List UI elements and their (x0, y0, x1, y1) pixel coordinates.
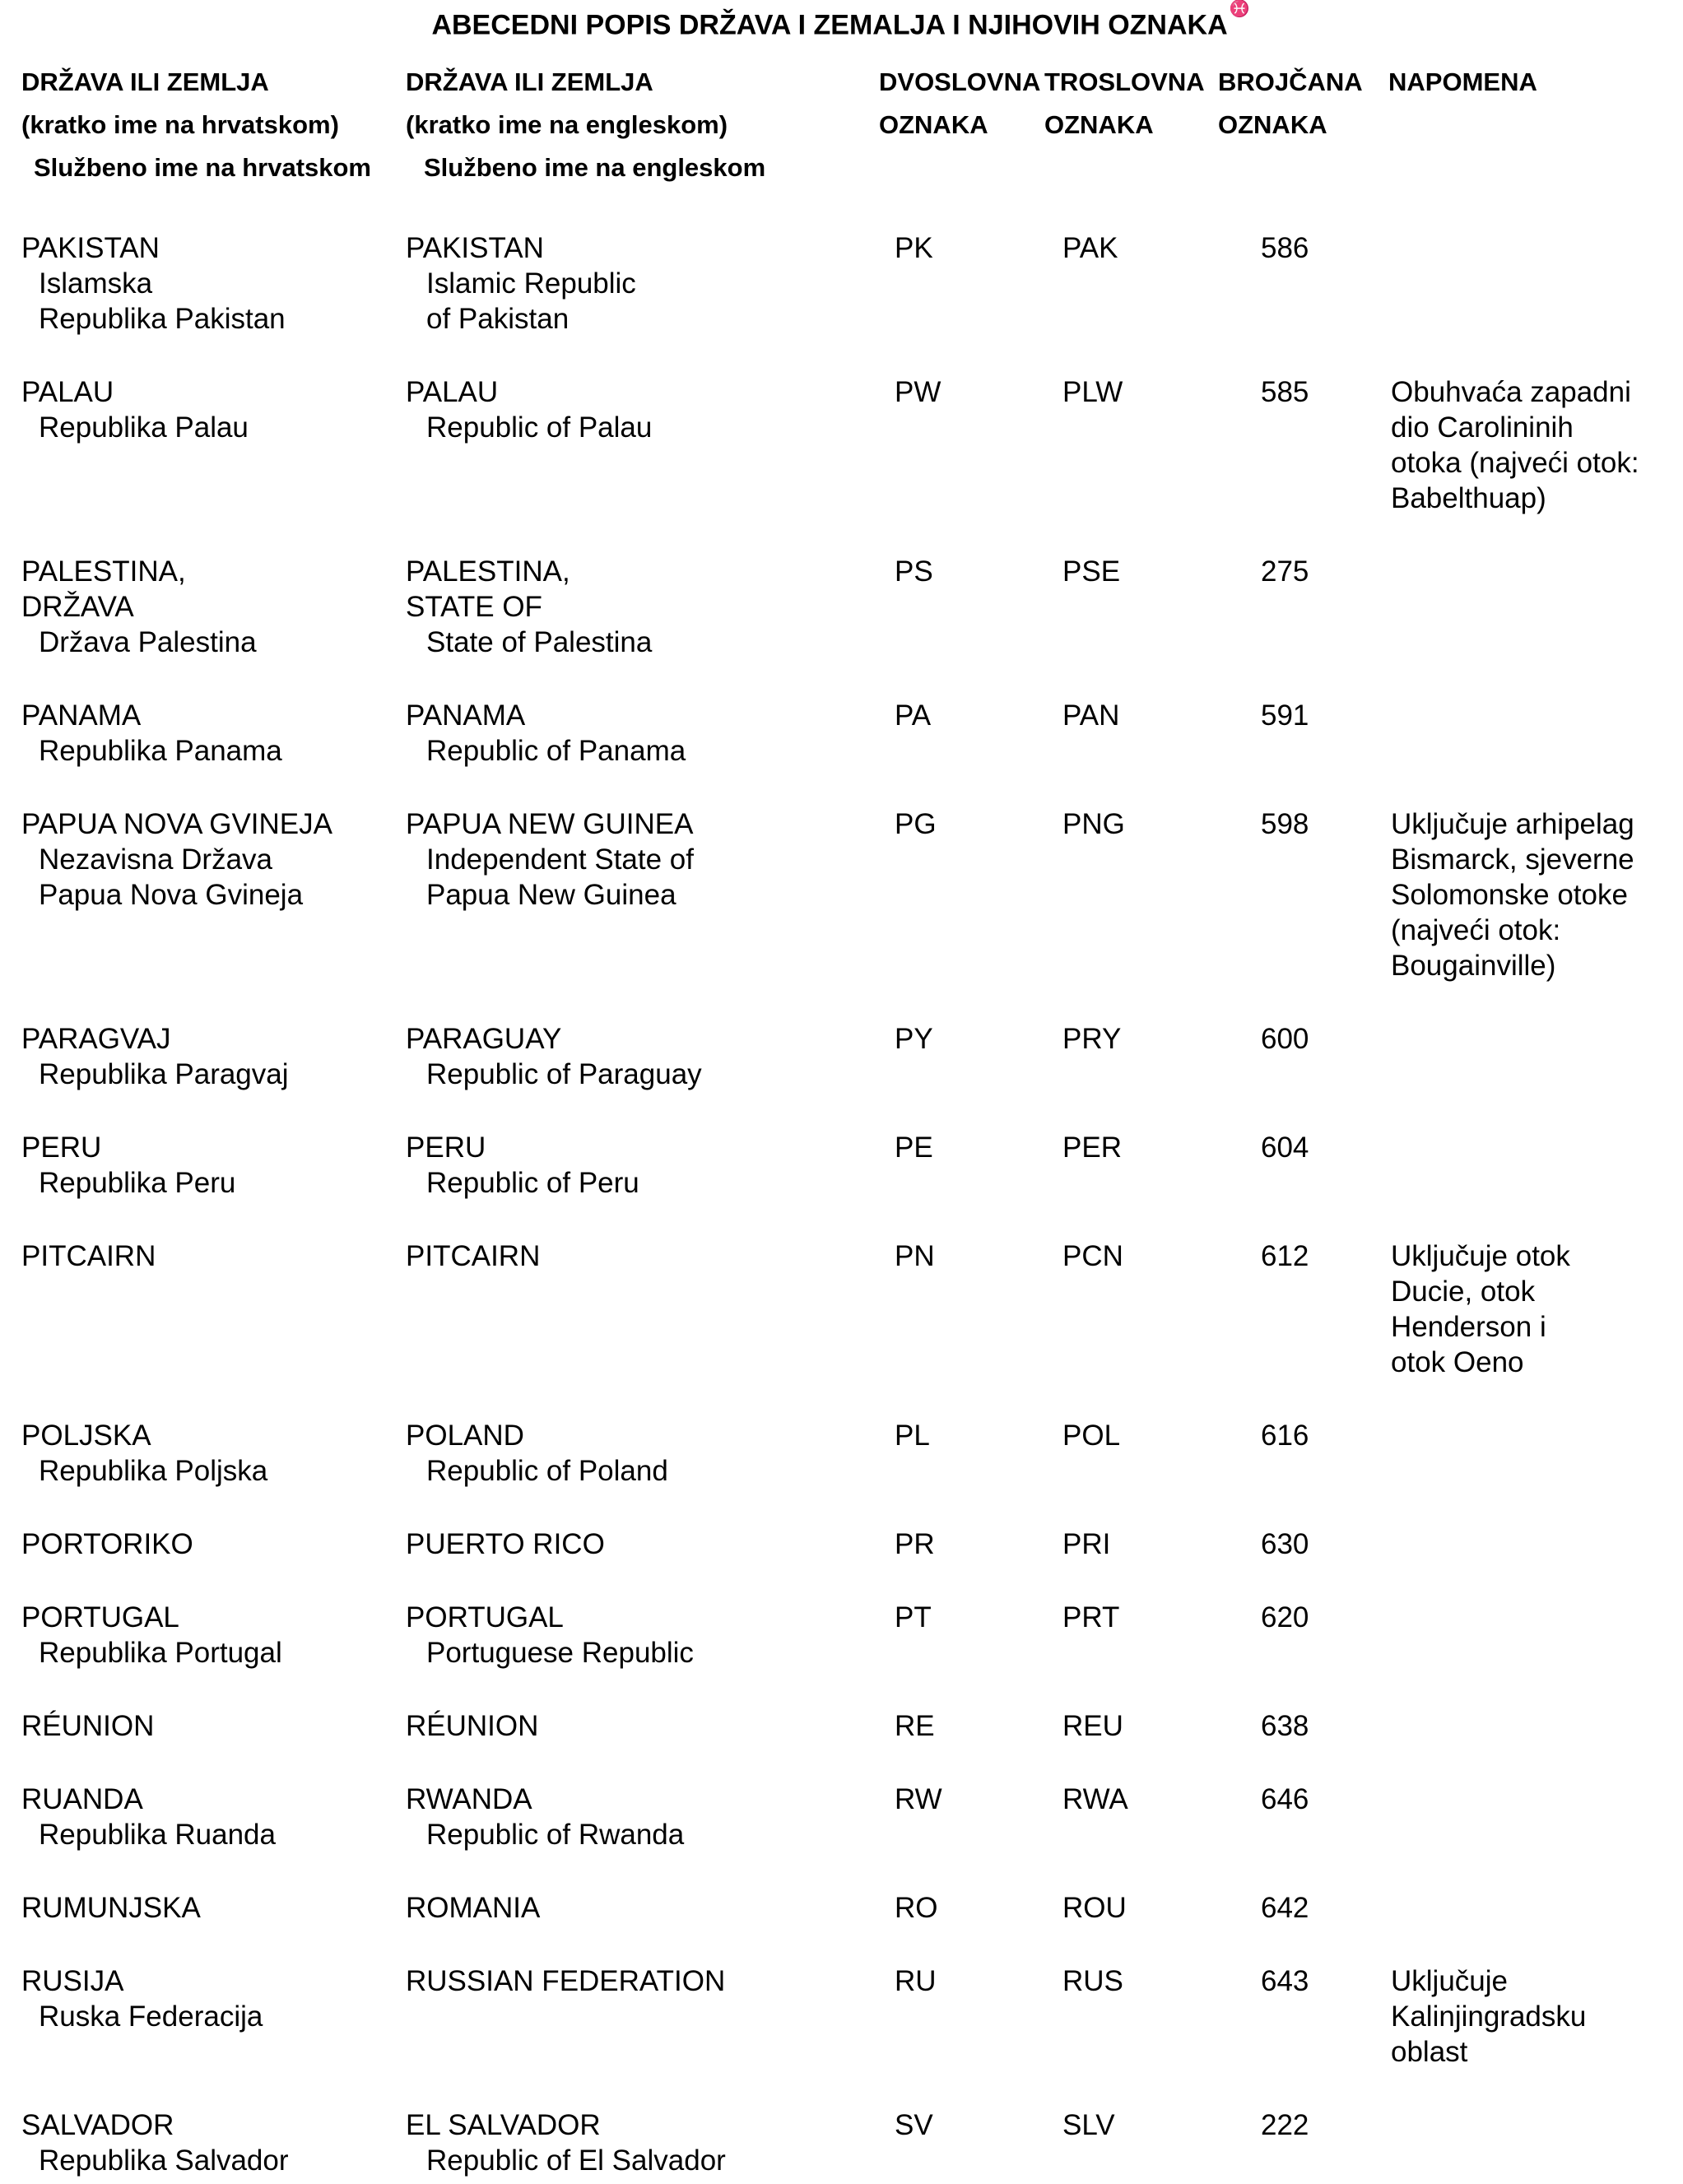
cell-note (1388, 698, 1658, 769)
note-line: (najveći otok: (1391, 914, 1561, 946)
alpha2-value: PY (895, 1023, 933, 1055)
cell-alpha3-code (1044, 554, 1218, 660)
cell-hr-name (21, 1890, 406, 1926)
numeric-value: 643 (1261, 1965, 1309, 1997)
numeric-value: 646 (1261, 1783, 1309, 1815)
numeric-value: 616 (1261, 1420, 1309, 1452)
cell-alpha2-code (879, 374, 1044, 516)
note-line: Uključuje arhipelag (1391, 808, 1634, 840)
alpha3-value: PER (1062, 1131, 1122, 1164)
cell-alpha2-code (879, 1526, 1044, 1562)
alpha3-value: PNG (1062, 808, 1125, 840)
column-header-line: DRŽAVA ILI ZEMLJA (406, 67, 653, 96)
table-row (21, 230, 1658, 337)
country-name-en: ROMANIA (406, 1892, 541, 1924)
country-name-en: PARAGUAY (406, 1023, 562, 1055)
cell-alpha3-code (1044, 1238, 1218, 1380)
alpha2-value: PR (895, 1528, 935, 1560)
country-name-en: PANAMA (406, 699, 526, 732)
note-line: Babelthuap) (1391, 482, 1546, 514)
country-name-hr: PANAMA (21, 699, 142, 732)
numeric-value: 585 (1261, 376, 1309, 408)
cell-hr-name (21, 2107, 406, 2178)
official-name-hr: Republika Paragvaj (39, 1058, 289, 1090)
column-header-alpha3 (1044, 61, 1218, 189)
cell-numeric-code (1218, 2107, 1388, 2178)
cell-numeric-code (1218, 806, 1388, 983)
numeric-value: 604 (1261, 1131, 1309, 1164)
cell-hr-name (21, 1708, 406, 1744)
column-header-line: OZNAKA (879, 110, 988, 139)
alpha3-value: RWA (1062, 1783, 1128, 1815)
numeric-value: 591 (1261, 699, 1309, 732)
alpha2-value: PW (895, 376, 941, 408)
country-name-hr: PALAU (21, 376, 114, 408)
country-name-en: PITCAIRN (406, 1240, 541, 1272)
cell-note (1388, 1021, 1658, 1092)
note-line: otoka (najveći otok: (1391, 447, 1639, 479)
official-name-en: Republic of Palau (426, 411, 653, 444)
official-name-en: of Pakistan (426, 303, 570, 335)
cell-numeric-code (1218, 1890, 1388, 1926)
cell-note (1388, 374, 1658, 516)
table-row (21, 1782, 1658, 1852)
numeric-value: 630 (1261, 1528, 1309, 1560)
note-line: otok Oeno (1391, 1346, 1524, 1378)
table-row (21, 1708, 1658, 1744)
numeric-value: 600 (1261, 1023, 1309, 1055)
table-row (21, 1021, 1658, 1092)
country-name-hr: PAKISTAN (21, 232, 160, 264)
cell-en-name (406, 806, 879, 983)
country-name-hr: RUSIJA (21, 1965, 124, 1997)
cell-numeric-code (1218, 1526, 1388, 1562)
country-name-en: EL SALVADOR (406, 2109, 601, 2141)
cell-alpha3-code (1044, 698, 1218, 769)
numeric-value: 275 (1261, 555, 1309, 588)
alpha3-value: POL (1062, 1420, 1121, 1452)
table-row (21, 698, 1658, 769)
column-header-line: DRŽAVA ILI ZEMLJA (21, 67, 269, 96)
cell-hr-name (21, 374, 406, 516)
cell-hr-name (21, 698, 406, 769)
cell-alpha3-code (1044, 1708, 1218, 1744)
country-name-en: PAPUA NEW GUINEA (406, 808, 694, 840)
country-name-hr: PORTUGAL (21, 1601, 179, 1633)
table-row (21, 1238, 1658, 1380)
cell-hr-name (21, 1600, 406, 1671)
alpha2-value: PS (895, 555, 933, 588)
cell-en-name (406, 374, 879, 516)
note-line: Kalinjingradsku (1391, 2000, 1587, 2033)
cell-hr-name (21, 1238, 406, 1380)
alpha2-value: PA (895, 699, 932, 732)
footnote-marker-icon: ♓ (1229, 0, 1250, 18)
cell-numeric-code (1218, 698, 1388, 769)
cell-alpha2-code (879, 698, 1044, 769)
column-header-line: (kratko ime na engleskom) (406, 110, 728, 139)
cell-hr-name (21, 230, 406, 337)
official-name-en: Independent State of (426, 843, 694, 876)
cell-numeric-code (1218, 1238, 1388, 1380)
country-name-en: PUERTO RICO (406, 1528, 605, 1560)
cell-hr-name (21, 1782, 406, 1852)
cell-note (1388, 1890, 1658, 1926)
table-row (21, 1130, 1658, 1201)
cell-note (1388, 2107, 1658, 2178)
cell-alpha2-code (879, 554, 1044, 660)
cell-en-name (406, 1963, 879, 2070)
country-name-en: RUSSIAN FEDERATION (406, 1965, 726, 1997)
cell-note (1388, 554, 1658, 660)
alpha3-value: SLV (1062, 2109, 1115, 2141)
country-name-hr: RUANDA (21, 1783, 143, 1815)
official-name-hr: Papua Nova Gvineja (39, 879, 304, 911)
cell-alpha3-code (1044, 1890, 1218, 1926)
column-header-en-name (406, 61, 879, 189)
numeric-value: 612 (1261, 1240, 1309, 1272)
country-name-hr: DRŽAVA (21, 591, 134, 623)
cell-en-name (406, 1600, 879, 1671)
cell-alpha3-code (1044, 1021, 1218, 1092)
note-line: Ducie, otok (1391, 1276, 1536, 1308)
official-name-en: Papua New Guinea (426, 879, 676, 911)
country-name-en: RWANDA (406, 1783, 532, 1815)
country-name-en: RÉUNION (406, 1710, 539, 1742)
numeric-value: 586 (1261, 232, 1309, 264)
cell-note (1388, 1130, 1658, 1201)
country-name-en: PALESTINA, (406, 555, 570, 588)
column-header-line: OZNAKA (1044, 110, 1154, 139)
official-name-hr: Republika Ruanda (39, 1819, 276, 1851)
page-title-text: ABECEDNI POPIS DRŽAVA I ZEMALJA I NJIHOVIH OZNAKA (431, 9, 1228, 41)
cell-numeric-code (1218, 554, 1388, 660)
alpha2-value: RU (895, 1965, 937, 1997)
table-row (21, 554, 1658, 660)
numeric-value: 620 (1261, 1601, 1309, 1633)
cell-en-name (406, 554, 879, 660)
cell-hr-name (21, 1963, 406, 2070)
cell-alpha2-code (879, 1963, 1044, 2070)
cell-alpha3-code (1044, 1526, 1218, 1562)
cell-note (1388, 1238, 1658, 1380)
table-row (21, 1600, 1658, 1671)
column-header-line: OZNAKA (1218, 110, 1327, 139)
official-name-hr: Republika Pakistan (39, 303, 286, 335)
alpha3-value: PCN (1062, 1240, 1123, 1272)
alpha3-value: PRT (1062, 1601, 1120, 1633)
column-header-alpha2 (879, 61, 1044, 189)
cell-alpha3-code (1044, 2107, 1218, 2178)
table-row (21, 2107, 1658, 2178)
official-name-en: Republic of Panama (426, 735, 686, 767)
country-name-hr: PITCAIRN (21, 1240, 156, 1272)
column-header-line: DVOSLOVNA (879, 67, 1041, 96)
official-name-en: Republic of Poland (426, 1455, 668, 1487)
cell-alpha2-code (879, 1600, 1044, 1671)
cell-alpha2-code (879, 1708, 1044, 1744)
cell-numeric-code (1218, 1021, 1388, 1092)
cell-alpha2-code (879, 1418, 1044, 1489)
cell-note (1388, 1600, 1658, 1671)
cell-alpha3-code (1044, 374, 1218, 516)
alpha2-value: SV (895, 2109, 933, 2141)
note-line: Bougainville) (1391, 950, 1556, 982)
country-name-hr: PORTORIKO (21, 1528, 193, 1560)
numeric-value: 642 (1261, 1892, 1309, 1924)
country-table-body (21, 230, 1658, 2178)
alpha3-value: PLW (1062, 376, 1123, 408)
column-header-numeric (1218, 61, 1388, 189)
alpha3-value: REU (1062, 1710, 1123, 1742)
table-header (21, 61, 1658, 189)
column-header-line: (kratko ime na hrvatskom) (21, 110, 339, 139)
country-name-en: PALAU (406, 376, 499, 408)
cell-alpha3-code (1044, 1782, 1218, 1852)
cell-numeric-code (1218, 374, 1388, 516)
official-name-hr: Država Palestina (39, 626, 257, 658)
official-name-hr: Nezavisna Država (39, 843, 272, 876)
cell-en-name (406, 1418, 879, 1489)
alpha3-value: PRY (1062, 1023, 1122, 1055)
country-name-hr: PERU (21, 1131, 102, 1164)
cell-hr-name (21, 1526, 406, 1562)
official-name-en: Republic of Peru (426, 1167, 639, 1199)
note-line: Uključuje otok (1391, 1240, 1570, 1272)
country-name-hr: SALVADOR (21, 2109, 174, 2141)
alpha3-value: ROU (1062, 1892, 1127, 1924)
cell-alpha3-code (1044, 1418, 1218, 1489)
note-line: Obuhvaća zapadni (1391, 376, 1631, 408)
note-line: Solomonske otoke (1391, 879, 1628, 911)
cell-note (1388, 1963, 1658, 2070)
country-name-en: STATE OF (406, 591, 542, 623)
numeric-value: 598 (1261, 808, 1309, 840)
official-name-hr: Republika Panama (39, 735, 282, 767)
official-name-en: Republic of Paraguay (426, 1058, 702, 1090)
cell-hr-name (21, 806, 406, 983)
official-name-en: State of Palestina (426, 626, 653, 658)
country-name-hr: PAPUA NOVA GVINEJA (21, 808, 332, 840)
column-header-line: TROSLOVNA (1044, 67, 1205, 96)
cell-alpha3-code (1044, 806, 1218, 983)
alpha2-value: PL (895, 1420, 930, 1452)
alpha2-value: RE (895, 1710, 935, 1742)
official-name-en: Republic of El Salvador (426, 2145, 726, 2177)
cell-note (1388, 1708, 1658, 1744)
cell-hr-name (21, 554, 406, 660)
country-name-hr: RÉUNION (21, 1710, 155, 1742)
cell-hr-name (21, 1021, 406, 1092)
alpha3-value: PAK (1062, 232, 1118, 264)
numeric-value: 638 (1261, 1710, 1309, 1742)
official-name-hr: Republika Salvador (39, 2145, 289, 2177)
cell-note (1388, 1526, 1658, 1562)
cell-en-name (406, 230, 879, 337)
cell-alpha2-code (879, 1890, 1044, 1926)
cell-en-name (406, 698, 879, 769)
cell-alpha2-code (879, 1130, 1044, 1201)
country-name-en: PAKISTAN (406, 232, 544, 264)
alpha3-value: PRI (1062, 1528, 1111, 1560)
cell-alpha2-code (879, 1021, 1044, 1092)
cell-alpha2-code (879, 2107, 1044, 2178)
cell-hr-name (21, 1130, 406, 1201)
alpha2-value: PK (895, 232, 933, 264)
column-header-note (1388, 61, 1658, 189)
page-title (21, 0, 1658, 44)
cell-alpha2-code (879, 230, 1044, 337)
alpha2-value: PT (895, 1601, 932, 1633)
country-name-hr: RUMUNJSKA (21, 1892, 201, 1924)
note-line: Bismarck, sjeverne (1391, 843, 1634, 876)
cell-alpha3-code (1044, 1130, 1218, 1201)
cell-numeric-code (1218, 1418, 1388, 1489)
column-header-line: Službeno ime na engleskom (424, 153, 766, 182)
official-name-en: Republic of Rwanda (426, 1819, 685, 1851)
cell-note (1388, 806, 1658, 983)
column-header-line: Službeno ime na hrvatskom (34, 153, 371, 182)
cell-en-name (406, 1526, 879, 1562)
official-name-hr: Republika Poljska (39, 1455, 268, 1487)
official-name-hr: Islamska (39, 267, 153, 300)
country-name-en: PORTUGAL (406, 1601, 564, 1633)
column-header-line: NAPOMENA (1388, 67, 1537, 96)
official-name-en: Portuguese Republic (426, 1637, 694, 1669)
note-line: dio Carolininih (1391, 411, 1574, 444)
alpha2-value: RO (895, 1892, 938, 1924)
cell-alpha2-code (879, 1782, 1044, 1852)
cell-alpha3-code (1044, 1600, 1218, 1671)
cell-numeric-code (1218, 1600, 1388, 1671)
cell-numeric-code (1218, 1708, 1388, 1744)
cell-note (1388, 1418, 1658, 1489)
note-line: oblast (1391, 2036, 1468, 2068)
country-name-hr: POLJSKA (21, 1420, 151, 1452)
cell-numeric-code (1218, 230, 1388, 337)
alpha3-value: PSE (1062, 555, 1121, 588)
cell-en-name (406, 1021, 879, 1092)
alpha2-value: PN (895, 1240, 935, 1272)
table-row (21, 1526, 1658, 1562)
column-header-hr-name (21, 61, 406, 189)
table-row (21, 374, 1658, 516)
cell-note (1388, 230, 1658, 337)
cell-en-name (406, 1708, 879, 1744)
country-name-en: POLAND (406, 1420, 524, 1452)
table-row (21, 1418, 1658, 1489)
cell-en-name (406, 1782, 879, 1852)
cell-en-name (406, 1130, 879, 1201)
alpha2-value: PG (895, 808, 937, 840)
cell-numeric-code (1218, 1782, 1388, 1852)
cell-en-name (406, 2107, 879, 2178)
cell-numeric-code (1218, 1130, 1388, 1201)
cell-alpha2-code (879, 1238, 1044, 1380)
official-name-hr: Republika Palau (39, 411, 249, 444)
note-line: Uključuje (1391, 1965, 1508, 1997)
official-name-hr: Republika Peru (39, 1167, 236, 1199)
cell-note (1388, 1782, 1658, 1852)
note-line: Henderson i (1391, 1311, 1546, 1343)
official-name-en: Islamic Republic (426, 267, 636, 300)
cell-alpha2-code (879, 806, 1044, 983)
cell-en-name (406, 1238, 879, 1380)
table-row (21, 1963, 1658, 2070)
official-name-hr: Republika Portugal (39, 1637, 282, 1669)
cell-alpha3-code (1044, 1963, 1218, 2070)
official-name-hr: Ruska Federacija (39, 2000, 263, 2033)
table-row (21, 806, 1658, 983)
alpha3-value: PAN (1062, 699, 1120, 732)
country-name-en: PERU (406, 1131, 486, 1164)
table-row (21, 1890, 1658, 1926)
alpha2-value: RW (895, 1783, 942, 1815)
cell-numeric-code (1218, 1963, 1388, 2070)
cell-hr-name (21, 1418, 406, 1489)
column-header-line: BROJČANA (1218, 67, 1363, 96)
country-name-hr: PARAGVAJ (21, 1023, 171, 1055)
cell-alpha3-code (1044, 230, 1218, 337)
alpha3-value: RUS (1062, 1965, 1123, 1997)
numeric-value: 222 (1261, 2109, 1309, 2141)
alpha2-value: PE (895, 1131, 933, 1164)
country-name-hr: PALESTINA, (21, 555, 186, 588)
cell-en-name (406, 1890, 879, 1926)
